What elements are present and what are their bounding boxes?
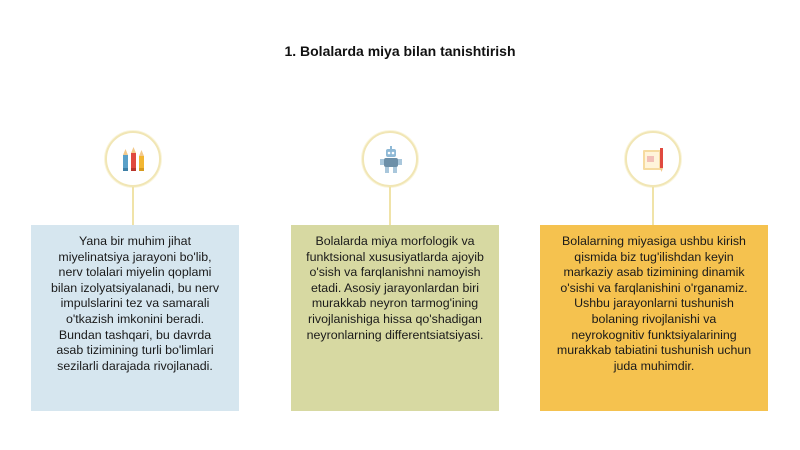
robot-icon — [378, 146, 404, 174]
pencils-icon — [121, 146, 147, 174]
card-1 — [31, 225, 239, 411]
connector-1 — [132, 187, 134, 225]
icon-circle-3 — [625, 131, 681, 187]
connector-3 — [652, 187, 654, 225]
icon-circle-1 — [105, 131, 161, 187]
slide-title: 1. Bolalarda miya bilan tanishtirish — [284, 43, 516, 59]
icon-circle-2 — [362, 131, 418, 187]
drawing-board-icon — [641, 146, 667, 174]
column-3 — [540, 0, 750, 450]
card-1-text: Yana bir muhim jihat miyelinatsiya jarayoni bo'lib, nerv tolalari miyelin qoplami bilan izolyatsiyalanadi, bu nerv impulslarini tez va samarali o'tkazish imkonini beradi. Bundan tashqari, bu davrda asab tizimining turli bo'limlari sezilarli darajada rivojlanadi. — [50, 234, 220, 373]
connector-2 — [389, 187, 391, 225]
column-2 — [283, 0, 493, 450]
card-3-text: Bolalarning miyasiga ushbu kirish qismida biz tug'ilishdan keyin markaziy asab tizimining dinamik o'sishi va farqlanishini o'rganamiz. Ushbu jarayonlarni tushunish bolaning rivojlanishi va neyrokognitiv funktsiyalarining murakkab tabiatini tushunish uchun juda muhimdir. — [556, 234, 752, 373]
card-2-text: Bolalarda miya morfologik va funktsional xususiyatlarda ajoyib o'sish va farqlanishni namoyish etadi. Asosiy jarayonlardan biri murakkab neyron tarmog'ining rivojlanishiga hissa qo'shadigan neyronlarning differentsiatsiyasi. — [306, 234, 484, 342]
card-3 — [540, 225, 768, 411]
card-2 — [291, 225, 499, 411]
column-1 — [28, 0, 238, 450]
